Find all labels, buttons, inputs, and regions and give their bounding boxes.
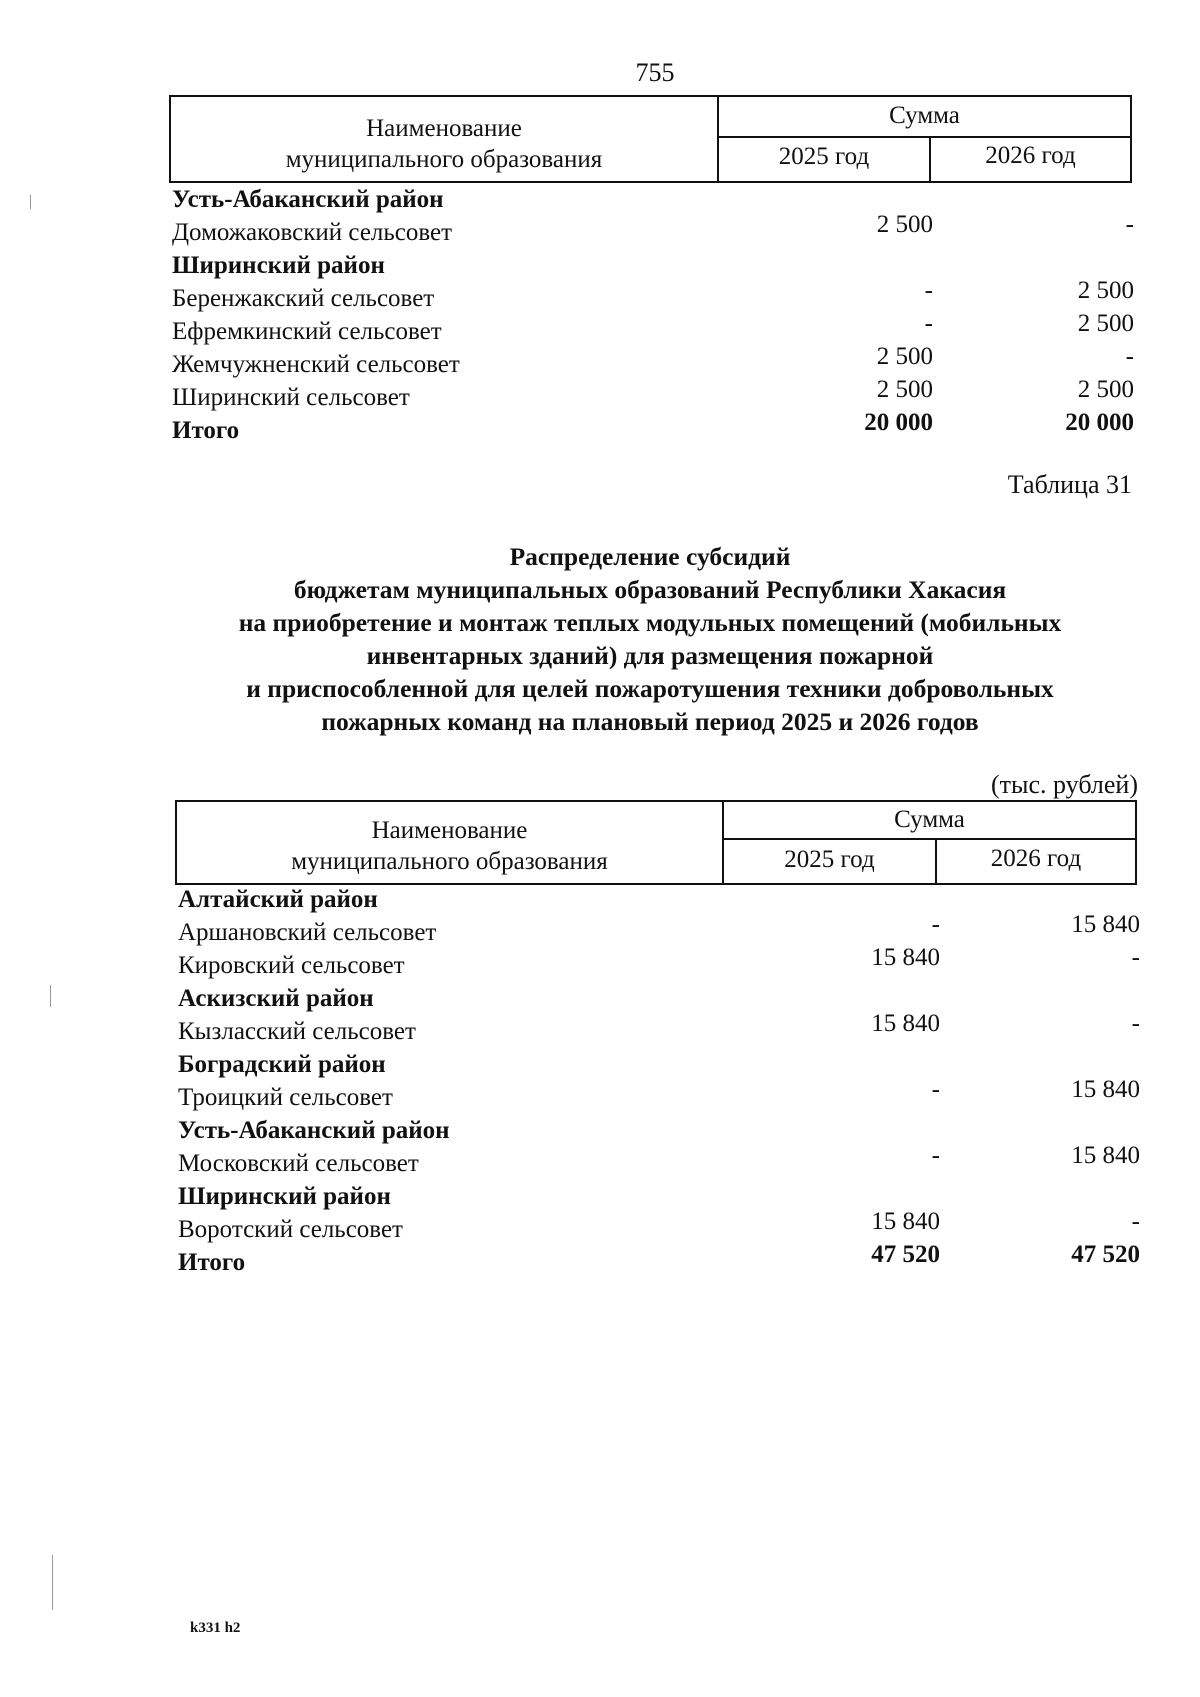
value-2026: 15 840: [1071, 911, 1140, 938]
value-2025: 47 520: [871, 1241, 940, 1268]
region-name: Усть-Абаканский район: [172, 186, 444, 213]
table-row: [178, 1076, 1140, 1117]
header-name-line2: муниципального образования: [285, 146, 603, 173]
region-row: [178, 1183, 1140, 1216]
municipality-name: Аршановский сельсовет: [178, 919, 437, 946]
value-2026: -: [1131, 1208, 1140, 1235]
header-name-cell: [171, 97, 719, 181]
title-line: на приобретение и монтаж теплых модульных помещений (мобильных: [238, 608, 1062, 637]
municipality-name: Ширинский сельсовет: [172, 384, 410, 411]
header-name-line1: Наименование: [366, 115, 522, 142]
region-row: [172, 252, 1134, 285]
region-name: Усть-Абаканский район: [178, 1117, 450, 1144]
scan-artifact: [50, 985, 51, 1007]
header-year-2025: 2025 год: [719, 138, 931, 181]
scan-artifact: [30, 195, 31, 209]
value-2025: 2 500: [876, 343, 933, 370]
title-line: и приспособленной для целей пожаротушения техники добровольных: [246, 674, 1054, 703]
region-row: [172, 186, 1134, 219]
value-2026: 2 500: [1077, 277, 1134, 304]
table2-body: [178, 886, 1140, 1282]
table-row: [172, 343, 1134, 384]
total-label: Итого: [178, 1249, 246, 1276]
table-row: [172, 211, 1134, 252]
value-2026: 2 500: [1077, 310, 1134, 337]
region-name: Ширинский район: [172, 252, 385, 279]
header-name-line2: муниципального образования: [291, 848, 608, 875]
footer-code: k331 h2: [190, 1620, 241, 1636]
table1-header: [169, 95, 1132, 183]
total-row: [178, 1241, 1140, 1282]
table-row: [178, 1010, 1140, 1051]
municipality-name: Жемчужненский сельсовет: [172, 351, 460, 378]
title-line: пожарных команд на плановый период 2025 и 2026 годов: [321, 707, 979, 736]
region-row: [178, 1117, 1140, 1150]
value-2026: -: [1131, 944, 1140, 971]
value-2026: -: [1131, 1010, 1140, 1037]
table-row: [178, 944, 1140, 985]
unit-label: (тыс. рублей): [990, 770, 1138, 799]
municipality-name: Ефремкинский сельсовет: [172, 318, 442, 345]
value-2026: 20 000: [1065, 409, 1134, 436]
table-row: [178, 1208, 1140, 1249]
value-2026: 47 520: [1071, 1241, 1140, 1268]
header-year-2026: 2026 год: [990, 845, 1082, 872]
region-row: [178, 886, 1140, 919]
value-2026: 2 500: [1077, 376, 1134, 403]
value-2025: -: [931, 911, 940, 938]
municipality-name: Кировский сельсовет: [178, 952, 405, 979]
page-number: 755: [635, 58, 675, 87]
region-name: Боградский район: [178, 1051, 386, 1078]
title-line: бюджетам муниципальных образований Республики Хакасия: [293, 575, 1007, 604]
table2-header: [175, 800, 1137, 885]
value-2025: 15 840: [871, 1010, 940, 1037]
municipality-name: Московский сельсовет: [178, 1150, 419, 1177]
region-row: [178, 1051, 1140, 1084]
table-row: [172, 376, 1134, 417]
value-2025: 15 840: [871, 944, 940, 971]
header-name-line1: Наименование: [371, 817, 528, 844]
table-label: Таблица 31: [1007, 470, 1132, 499]
municipality-name: Кызласский сельсовет: [178, 1018, 416, 1045]
value-2025: 15 840: [871, 1208, 940, 1235]
title-line: Распределение субсидий: [509, 542, 791, 571]
region-row: [178, 985, 1140, 1018]
header-year-2025: 2025 год: [724, 840, 937, 883]
table-row: [172, 310, 1134, 351]
municipality-name: Беренжакский сельсовет: [172, 285, 435, 312]
total-label: Итого: [172, 417, 240, 444]
header-year-2026: 2026 год: [985, 142, 1076, 169]
region-name: Ширинский район: [178, 1183, 391, 1210]
value-2025: -: [924, 277, 933, 304]
table-row: [178, 1142, 1140, 1183]
document-title: [190, 540, 1110, 738]
municipality-name: Воротский сельсовет: [178, 1216, 403, 1243]
table-row: [172, 277, 1134, 318]
value-2026: 15 840: [1071, 1142, 1140, 1169]
municipality-name: Троицкий сельсовет: [178, 1084, 393, 1111]
table-row: [178, 911, 1140, 952]
value-2025: -: [931, 1142, 940, 1169]
value-2026: -: [1125, 343, 1134, 370]
region-name: Аскизский район: [178, 985, 374, 1012]
value-2025: 2 500: [876, 211, 933, 238]
value-2026: -: [1125, 211, 1134, 238]
value-2025: 2 500: [876, 376, 933, 403]
header-sum: Сумма: [719, 97, 1130, 138]
header-name-cell: [177, 802, 724, 883]
table1-body: [172, 186, 1134, 450]
title-line: инвентарных зданий) для размещения пожарной: [366, 641, 934, 670]
total-row: [172, 409, 1134, 450]
region-name: Алтайский район: [178, 886, 378, 913]
value-2025: -: [931, 1076, 940, 1103]
value-2026: 15 840: [1071, 1076, 1140, 1103]
value-2025: -: [924, 310, 933, 337]
scan-artifact: [52, 1555, 53, 1610]
value-2025: 20 000: [864, 409, 933, 436]
municipality-name: Доможаковский сельсовет: [172, 219, 453, 246]
header-sum: Сумма: [724, 802, 1135, 840]
